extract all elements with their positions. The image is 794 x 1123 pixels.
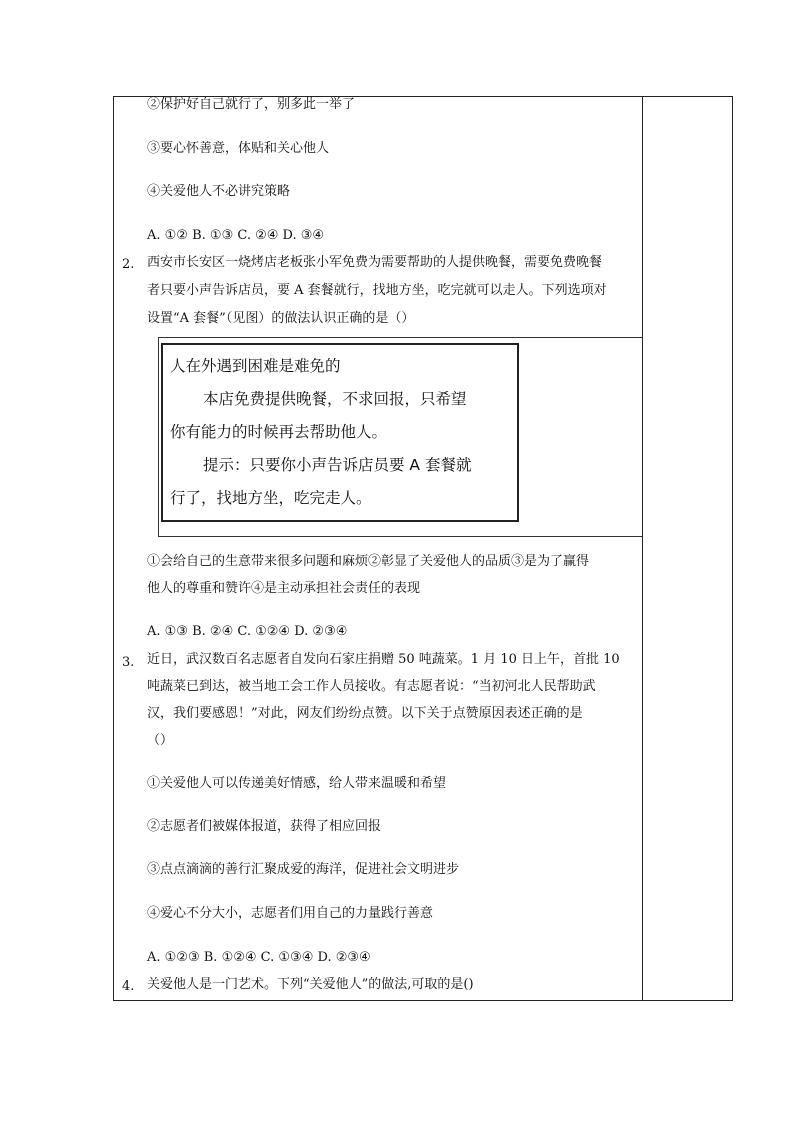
q3-choices: A. ①②③ B. ①②④ C. ①③④ D. ②③④ bbox=[147, 950, 371, 965]
q3-stem-line-4: （） bbox=[147, 733, 174, 748]
notice-line-3: 你有能力的时候再去帮助他人。 bbox=[170, 423, 388, 441]
q3-option-1: ①关爱他人可以传递美好情感，给人带来温暖和希望 bbox=[147, 776, 447, 791]
notice-line-2: 本店免费提供晚餐，不求回报，只希望 bbox=[203, 390, 467, 408]
q4-number: 4. bbox=[122, 979, 135, 994]
q1-option-2: ②保护好自己就行了，别多此一举了 bbox=[147, 97, 356, 112]
q2-stem-line-2: 者只要小声告诉店员，要 A 套餐就行，找地方坐，吃完就可以走人。下列选项对 bbox=[147, 283, 607, 298]
q1-option-4: ④关爱他人不必讲究策略 bbox=[147, 184, 291, 199]
notice-line-4: 提示：只要你小声告诉店员要 A 套餐就 bbox=[203, 456, 472, 474]
q4-stem-line-1: 关爱他人是一门艺术。下列“关爱他人”的做法,可取的是() bbox=[147, 977, 474, 992]
q1-choices: A. ①② B. ①③ C. ②④ D. ③④ bbox=[147, 228, 325, 243]
q2-stem-line-3: 设置“A 套餐”（见图）的做法认识正确的是（） bbox=[147, 311, 415, 326]
q3-stem-line-2: 吨蔬菜已到达，被当地工会工作人员接收。有志愿者说：“当初河北人民帮助武 bbox=[147, 679, 596, 694]
notice-line-1: 人在外遇到困难是难免的 bbox=[170, 357, 341, 375]
notice-line-5: 行了，找地方坐，吃完走人。 bbox=[170, 489, 372, 507]
column-divider bbox=[642, 97, 643, 1000]
q3-stem-line-3: 汉，我们要感恩！”对此，网友们纷纷点赞。以下关于点赞原因表述正确的是 bbox=[147, 706, 583, 721]
q3-stem-line-1: 近日，武汉数百名志愿者自发向石家庄捐赠 50 吨蔬菜。1 月 10 日上午，首批 10 bbox=[147, 652, 620, 667]
q2-choices: A. ①③ B. ②④ C. ①②④ D. ②③④ bbox=[147, 624, 348, 639]
q3-option-2: ②志愿者们被媒体报道，获得了相应回报 bbox=[147, 819, 382, 834]
worksheet-table bbox=[113, 96, 733, 1001]
q3-number: 3. bbox=[122, 655, 135, 670]
q3-option-4: ④爱心不分大小，志愿者们用自己的力量践行善意 bbox=[147, 906, 434, 921]
q3-option-3: ③点点滴滴的善行汇聚成爱的海洋，促进社会文明进步 bbox=[147, 862, 460, 877]
q2-stem-line-1: 西安市长安区一烧烤店老板张小军免费为需要帮助的人提供晚餐，需要免费晚餐 bbox=[147, 255, 603, 270]
q2-options-line-2: 他人的尊重和赞许④是主动承担社会责任的表现 bbox=[147, 581, 421, 596]
q2-number: 2. bbox=[122, 257, 135, 272]
shop-notice-image bbox=[161, 343, 519, 522]
q1-option-3: ③要心怀善意，体贴和关心他人 bbox=[147, 141, 330, 156]
q2-options-line-1: ①会给自己的生意带来很多问题和麻烦②彰显了关爱他人的品质③是为了赢得 bbox=[147, 554, 590, 569]
